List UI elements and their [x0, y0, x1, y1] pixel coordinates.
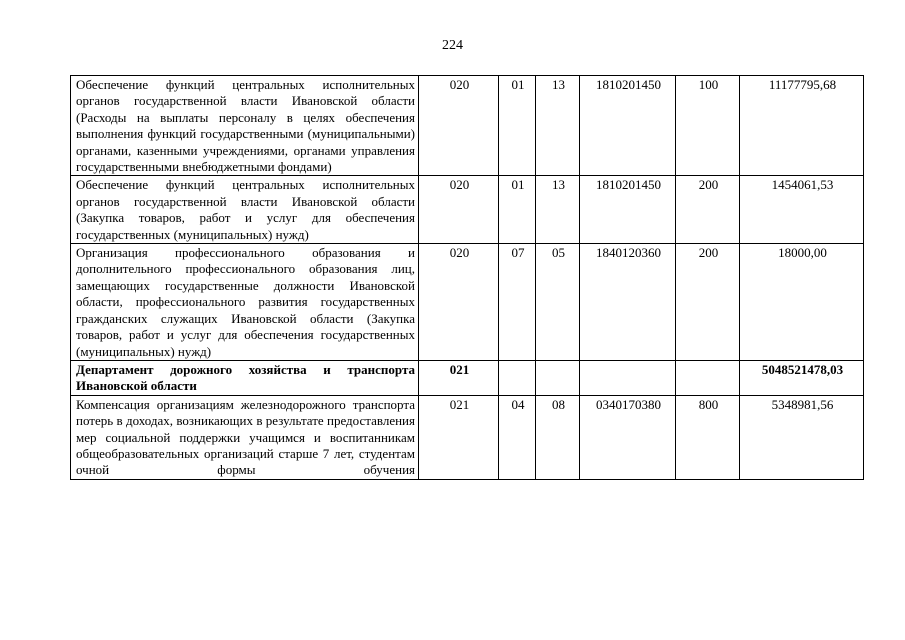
expense-type-code: 100	[676, 76, 740, 176]
expense-type-code: 800	[676, 395, 740, 479]
row-description: Обеспечение функций центральных исполнительных органов государственной власти Ивановской области (Расходы на выплаты персоналу в целях обеспечения выполнения функций государственными (муниципальными) органами, казенными учреждениями, органами управления государственными внебюджетными фондами)	[71, 76, 419, 176]
target-article-code: 1810201450	[580, 176, 676, 244]
page-number: 224	[442, 38, 463, 53]
section-code: 04	[499, 395, 536, 479]
expense-type-code	[676, 360, 740, 395]
amount: 5348981,56	[740, 395, 864, 479]
amount: 18000,00	[740, 244, 864, 361]
subsection-code: 05	[536, 244, 580, 361]
grbs-code: 020	[419, 176, 499, 244]
subsection-code: 13	[536, 76, 580, 176]
subsection-code: 13	[536, 176, 580, 244]
subsection-code: 08	[536, 395, 580, 479]
section-code: 01	[499, 76, 536, 176]
target-article-code: 0340170380	[580, 395, 676, 479]
table-row-department	[71, 360, 864, 395]
expense-type-code: 200	[676, 244, 740, 361]
row-description: Организация профессионального образования и дополнительного профессионального образования лиц, замещающих государственные должности Ивановской области, профессионального развития государственных гражданских служащих Ивановской области (Закупка товаров, работ и услуг для обеспечения государственных (муниципальных) нужд)	[71, 244, 419, 361]
budget-table	[70, 75, 864, 480]
row-description: Обеспечение функций центральных исполнительных органов государственной власти Ивановской области (Закупка товаров, работ и услуг для обеспечения государственных (муниципальных) нужд)	[71, 176, 419, 244]
section-code: 01	[499, 176, 536, 244]
table-row	[71, 395, 864, 479]
table-row	[71, 244, 864, 361]
target-article-code	[580, 360, 676, 395]
amount: 1454061,53	[740, 176, 864, 244]
section-code: 07	[499, 244, 536, 361]
amount: 11177795,68	[740, 76, 864, 176]
row-description: Компенсация организациям железнодорожного транспорта потерь в доходах, возникающих в результате предоставления мер социальной поддержки учащимся и воспитанникам общеобразовательных организаций старше 7 лет, студентам очной формы обучения	[71, 395, 419, 479]
table-row	[71, 176, 864, 244]
grbs-code: 021	[419, 395, 499, 479]
expense-type-code: 200	[676, 176, 740, 244]
department-name: Департамент дорожного хозяйства и транспорта Ивановской области	[71, 360, 419, 395]
amount: 5048521478,03	[740, 360, 864, 395]
target-article-code: 1840120360	[580, 244, 676, 361]
grbs-code: 020	[419, 76, 499, 176]
table-row	[71, 76, 864, 176]
grbs-code: 020	[419, 244, 499, 361]
subsection-code	[536, 360, 580, 395]
target-article-code: 1810201450	[580, 76, 676, 176]
grbs-code: 021	[419, 360, 499, 395]
section-code	[499, 360, 536, 395]
